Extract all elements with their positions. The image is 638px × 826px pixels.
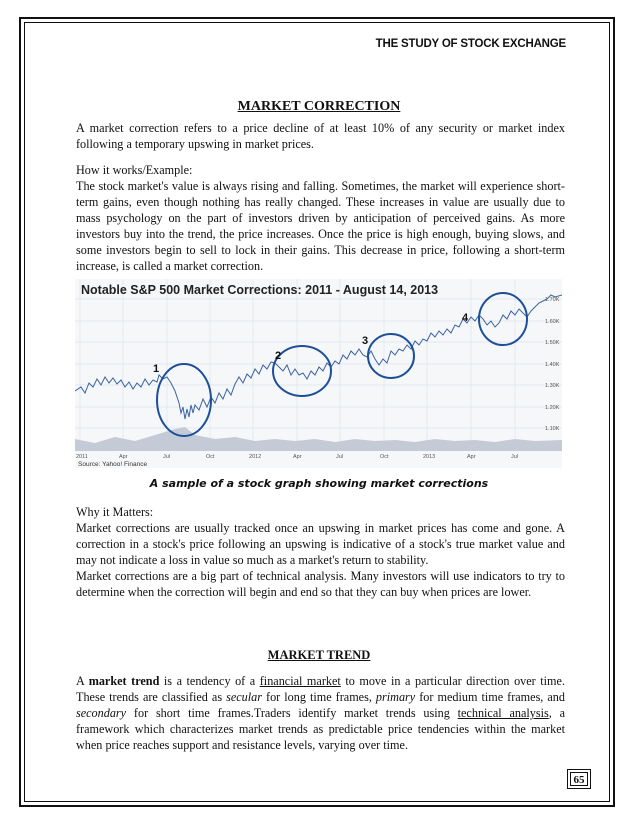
text-run: is a tendency of a xyxy=(159,674,260,688)
definition-paragraph: A market correction refers to a price decline of at least 10% of any security or market index following a temporary upswing in market prices. xyxy=(76,121,565,151)
text-run: , a framework which characterizes market trends as predictable price tendencies within the market when price reaches support and resistance levels, varying over time. xyxy=(76,706,565,752)
term-market-trend: market trend xyxy=(88,674,160,688)
marker-4: 4 xyxy=(462,312,469,324)
term-secondary: secondary xyxy=(76,706,127,720)
text-run: to move in a particular direction over time. These trends are classified as xyxy=(76,674,565,704)
x-label: Jul xyxy=(336,454,344,460)
section-title-market-trend: MARKET TREND xyxy=(267,648,371,662)
chart-title: Notable S&P 500 Market Corrections: 2011 - August 14, 2013 xyxy=(81,283,439,297)
term-primary: primary xyxy=(375,690,416,704)
term-secular: secular xyxy=(226,690,262,704)
page-number: 65 xyxy=(570,772,588,786)
section-title-market-correction: MARKET CORRECTION xyxy=(237,99,401,114)
y-label: 1.50K xyxy=(545,340,560,346)
x-label: Apr xyxy=(119,454,128,460)
why-heading: Why it Matters: xyxy=(76,505,154,519)
x-label: Jul xyxy=(511,454,519,460)
y-label: 1.30K xyxy=(545,383,560,389)
x-label: 2013 xyxy=(423,454,436,460)
x-label: Jul xyxy=(163,454,171,460)
x-label: 2012 xyxy=(249,454,262,460)
running-header: THE STUDY OF STOCK EXCHANGE xyxy=(375,38,566,50)
x-label: Apr xyxy=(467,454,476,460)
x-label: Oct xyxy=(206,454,215,460)
link-technical-analysis[interactable]: technical analysis xyxy=(457,706,549,720)
y-label: 1.70K xyxy=(545,297,560,303)
stock-chart-figure xyxy=(75,279,562,468)
x-label: Oct xyxy=(380,454,389,460)
chart-source: Source: Yahoo! Finance xyxy=(78,461,148,468)
text-run: A xyxy=(76,674,89,688)
why-paragraph-1: Market corrections are usually tracked once an upswing in market prices has come and gone. A correction in a stock's price following an upswing is indicative of a stock's true market value and may not indicate a loss in value so much as a market's return to stability. xyxy=(76,521,565,567)
market-trend-paragraph xyxy=(76,673,565,753)
text-run: for short time frames.Traders identify market trends using xyxy=(126,706,458,720)
text-run: for medium time frames, and xyxy=(415,690,565,704)
text-run: for long time frames, xyxy=(262,690,376,704)
y-label: 1.20K xyxy=(545,405,560,411)
page-number-box xyxy=(567,769,591,789)
link-financial-market[interactable]: financial market xyxy=(259,674,341,688)
why-paragraph-2: Market corrections are a big part of technical analysis. Many investors will use indicators to try to determine when the correction will begin and end so that they can buy when prices are lower. xyxy=(76,569,565,599)
x-label: 2011 xyxy=(76,454,88,460)
y-label: 1.60K xyxy=(545,319,560,325)
figure-caption: A sample of a stock graph showing market corrections xyxy=(149,477,489,490)
how-paragraph: The stock market's value is always rising and falling. Sometimes, the market will experience short-term gains, even though nothing has really changed. These increases in value are usually due to mass psychology on the part of investors driven by anticipation of perceived gains. As more investors buy into the trend, the price increases. Once the price is high enough, buying slows, and some investors begin to sell to lock in their gains. This decrease in price, following a short-term increase, is called a market correction. xyxy=(76,179,565,273)
marker-1: 1 xyxy=(153,363,160,375)
x-label: Apr xyxy=(293,454,302,460)
how-heading: How it works/Example: xyxy=(76,163,193,177)
marker-2: 2 xyxy=(275,350,282,362)
y-label: 1.10K xyxy=(545,426,560,432)
y-label: 1.40K xyxy=(545,362,560,368)
marker-3: 3 xyxy=(362,335,369,347)
